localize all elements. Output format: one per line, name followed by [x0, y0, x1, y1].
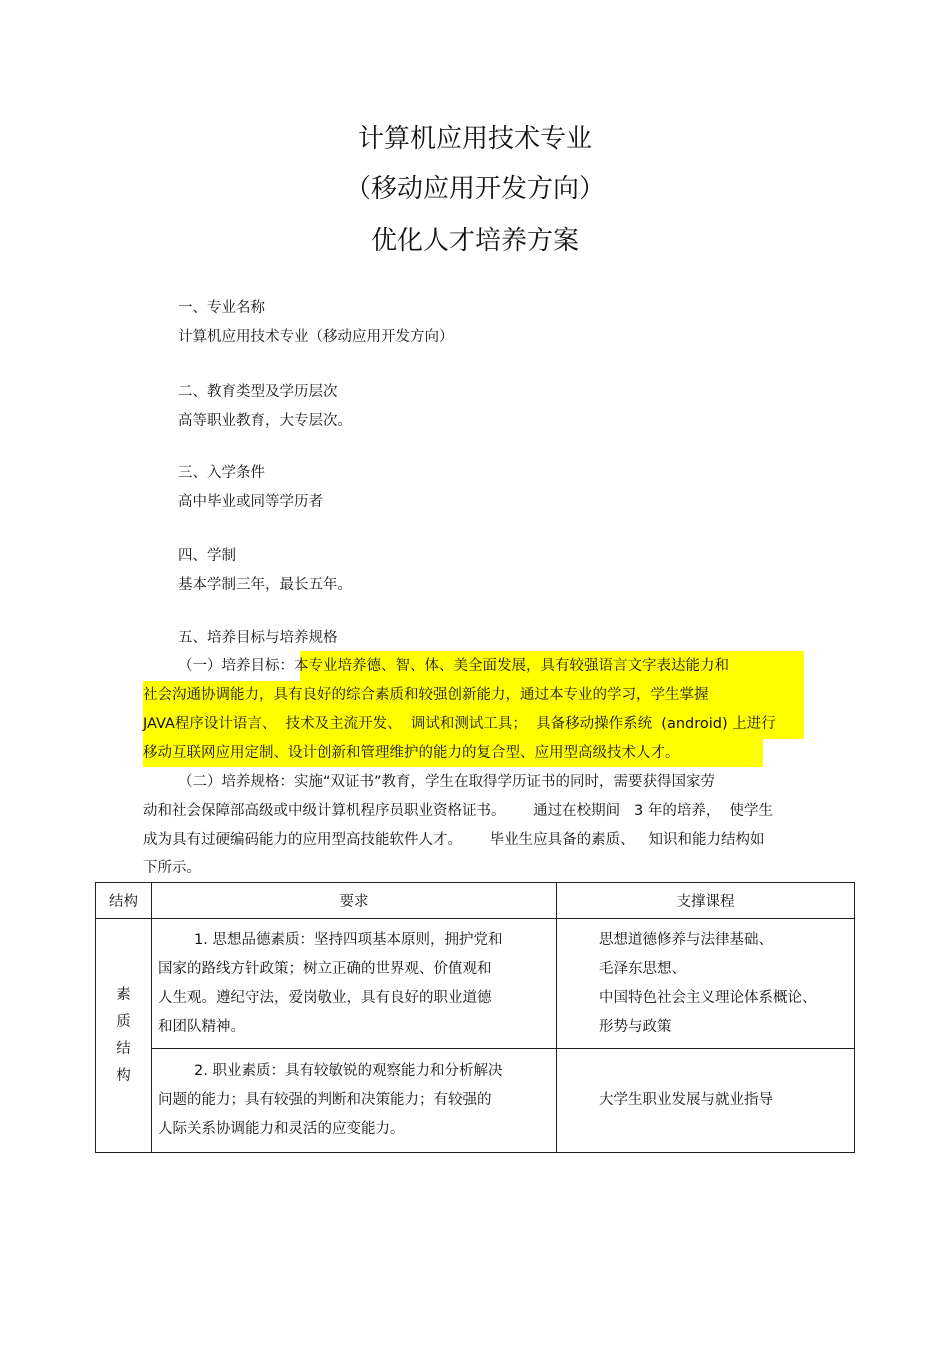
goal-paragraph-line: 社会沟通协调能力，具有良好的综合素质和较强创新能力，通过本专业的学习，学生掌握 — [143, 687, 709, 703]
requirement-line: 2. 职业素质：具有较敏锐的观察能力和分析解决 — [194, 1063, 503, 1079]
section-3-heading: 三、入学条件 — [178, 465, 265, 481]
table-row — [96, 919, 855, 1049]
goal-paragraph-line: 移动互联网应用定制、设计创新和管理维护的能力的复合型、应用型高级技术人才。 — [143, 745, 680, 761]
header-structure: 结构 — [96, 883, 152, 919]
courses-cell — [557, 919, 855, 1049]
course-item: 中国特色社会主义理论体系概论、 — [599, 989, 817, 1006]
table-header-row — [96, 883, 855, 919]
section-2-heading: 二、教育类型及学历层次 — [178, 384, 338, 400]
group-label-cell — [96, 919, 152, 1153]
course-item: 大学生职业发展与就业指导 — [599, 1092, 773, 1108]
section-1-heading: 一、专业名称 — [178, 300, 265, 316]
requirement-line: 人生观。遵纪守法，爱岗敬业，具有良好的职业道德 — [158, 989, 492, 1006]
section-4-heading: 四、学制 — [178, 548, 236, 564]
requirement-line: 问题的能力；具有较强的判断和决策能力；有较强的 — [158, 1092, 492, 1108]
group-label-char: 结 — [116, 1040, 131, 1057]
group-label-char: 构 — [116, 1067, 131, 1084]
section-3-body: 高中毕业或同等学历者 — [178, 494, 323, 510]
document-title-line3: 优化人才培养方案 — [370, 226, 579, 256]
course-item: 形势与政策 — [599, 1018, 672, 1035]
requirement-line: 和团队精神。 — [158, 1018, 245, 1035]
goal-paragraph-line: JAVA程序设计语言、 技术及主流开发、 调试和测试工具； 具备移动操作系统 (android) 上进行 — [143, 716, 776, 732]
spec-paragraph-line: （二）培养规格：实施“双证书”教育，学生在取得学历证书的同时，需要获得国家劳 — [178, 774, 716, 790]
section-1-body: 计算机应用技术专业（移动应用开发方向） — [178, 329, 454, 345]
section-2-body: 高等职业教育，大专层次。 — [178, 413, 352, 429]
spec-paragraph-line: 动和社会保障部高级或中级计算机程序员职业资格证书。 通过在校期间 3 年的培养， 使学生 — [143, 803, 774, 819]
spec-paragraph-line: 成为具有过硬编码能力的应用型高技能软件人才。 毕业生应具备的素质、 知识和能力结构如 — [143, 832, 765, 848]
requirement-line: 人际关系协调能力和灵活的应变能力。 — [158, 1121, 405, 1137]
table-row — [96, 1049, 855, 1153]
requirement-cell — [152, 919, 557, 1049]
requirement-cell — [152, 1049, 557, 1153]
document-title: 计算机应用技术专业 — [357, 124, 592, 154]
document-subtitle: （移动应用开发方向） — [344, 174, 605, 204]
goal-paragraph-line: （一）培养目标：本专业培养德、智、体、美全面发展，具有较强语言文字表达能力和 — [178, 658, 729, 674]
group-label-char: 素 — [116, 986, 131, 1003]
header-courses: 支撑课程 — [557, 883, 855, 919]
competency-table — [95, 882, 855, 1153]
course-item: 毛泽东思想、 — [599, 960, 686, 977]
group-label-char: 质 — [116, 1013, 131, 1030]
section-4-body: 基本学制三年，最长五年。 — [178, 577, 352, 593]
courses-cell — [557, 1049, 855, 1153]
requirement-line: 1. 思想品德素质：坚持四项基本原则，拥护党和 — [194, 931, 503, 948]
section-5-heading: 五、培养目标与培养规格 — [178, 630, 338, 646]
requirement-line: 国家的路线方针政策；树立正确的世界观、价值观和 — [158, 960, 492, 977]
course-item: 思想道德修养与法律基础、 — [599, 931, 773, 948]
header-requirement: 要求 — [152, 883, 557, 919]
spec-paragraph-line: 下所示。 — [143, 860, 201, 876]
